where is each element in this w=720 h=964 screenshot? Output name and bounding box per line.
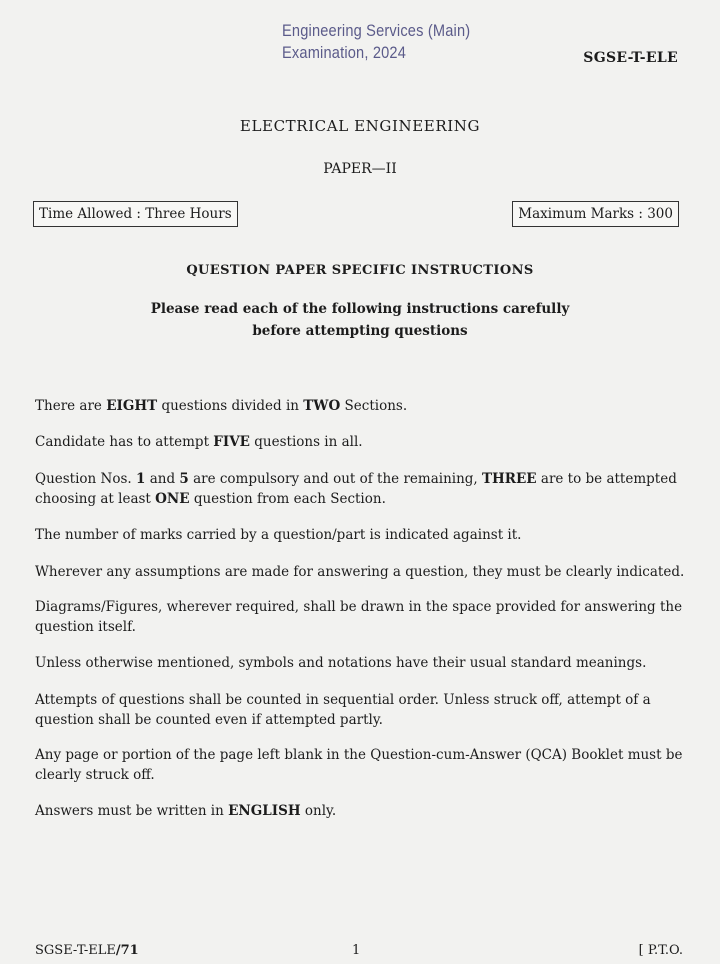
instruction-item bbox=[35, 745, 685, 785]
instructions-heading: QUESTION PAPER SPECIFIC INSTRUCTIONS bbox=[186, 263, 534, 278]
instruction-item bbox=[35, 562, 685, 582]
instruction-item bbox=[35, 469, 685, 509]
exam-stamp bbox=[282, 20, 470, 64]
instructions-subheading bbox=[0, 298, 720, 342]
instruction-text: Question Nos. bbox=[35, 471, 136, 487]
footer-code bbox=[35, 943, 139, 958]
instruction-emphasis: 1 bbox=[136, 471, 146, 487]
instruction-text: Answers must be written in bbox=[35, 803, 229, 819]
instruction-emphasis: FIVE bbox=[213, 434, 250, 450]
instruction-text: Unless otherwise mentioned, symbols and notations have their usual standard meanings. bbox=[35, 655, 647, 671]
instruction-emphasis: ENGLISH bbox=[228, 803, 301, 819]
instruction-item bbox=[35, 597, 685, 637]
subheading-line-2: before attempting questions bbox=[252, 323, 468, 339]
instruction-item bbox=[35, 396, 685, 416]
paper-code: SGSE-T-ELE bbox=[583, 50, 678, 66]
instruction-text: Sections. bbox=[340, 398, 408, 414]
instruction-emphasis: 5 bbox=[179, 471, 189, 487]
stamp-line-1: Engineering Services (Main) bbox=[282, 21, 471, 40]
paper-number: PAPER—II bbox=[323, 161, 397, 177]
instruction-text: There are bbox=[35, 398, 107, 414]
instruction-text: The number of marks carried by a question/part is indicated against it. bbox=[35, 527, 522, 543]
instruction-text: Any page or portion of the page left blank in the Question-cum-Answer (QCA) Booklet must be clearly struck off. bbox=[35, 747, 683, 783]
pto-label: [ P.T.O. bbox=[638, 943, 683, 958]
footer-code-text: SGSE-T-ELE bbox=[35, 943, 116, 958]
instruction-text: only. bbox=[300, 803, 337, 819]
instruction-text: are to be attempted choosing at least bbox=[35, 471, 677, 507]
instruction-item bbox=[35, 653, 685, 673]
time-allowed-box: Time Allowed : Three Hours bbox=[33, 201, 238, 227]
subheading-line-1: Please read each of the following instructions carefully bbox=[150, 301, 570, 317]
instruction-emphasis: THREE bbox=[482, 471, 537, 487]
instruction-text: Wherever any assumptions are made for answering a question, they must be clearly indicated. bbox=[35, 564, 685, 580]
instruction-text: Diagrams/Figures, wherever required, shall be drawn in the space provided for answering the question itself. bbox=[35, 599, 683, 635]
page-number: 1 bbox=[352, 943, 361, 958]
instruction-item bbox=[35, 801, 685, 821]
instruction-text: Attempts of questions shall be counted in sequential order. Unless struck off, attempt of a question shall be counted even if attempted partly. bbox=[35, 692, 651, 728]
footer-code-suffix: /71 bbox=[115, 943, 139, 958]
instruction-text: Candidate has to attempt bbox=[35, 434, 214, 450]
instruction-emphasis: EIGHT bbox=[106, 398, 158, 414]
maximum-marks-box: Maximum Marks : 300 bbox=[512, 201, 679, 227]
instruction-text: question from each Section. bbox=[189, 491, 386, 507]
stamp-line-2: Examination, 2024 bbox=[282, 43, 407, 62]
instruction-text: questions in all. bbox=[249, 434, 363, 450]
instruction-item bbox=[35, 525, 685, 545]
instruction-text: and bbox=[145, 471, 180, 487]
instruction-text: questions divided in bbox=[157, 398, 304, 414]
subject-title: ELECTRICAL ENGINEERING bbox=[239, 117, 481, 135]
instruction-emphasis: ONE bbox=[155, 491, 190, 507]
instruction-text: are compulsory and out of the remaining, bbox=[188, 471, 482, 487]
instruction-item bbox=[35, 432, 685, 452]
instruction-emphasis: TWO bbox=[303, 398, 341, 414]
instruction-item bbox=[35, 690, 685, 730]
